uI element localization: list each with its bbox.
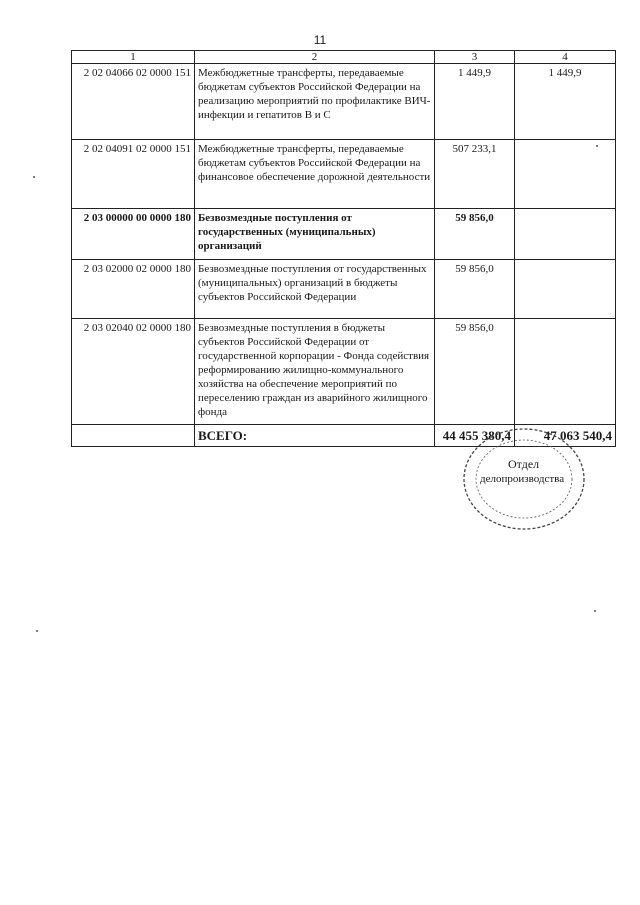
column-header-3: 3 [435, 51, 515, 64]
stamp-text-office: делопроизводства [480, 473, 565, 485]
budget-code-cell: 2 02 04091 02 0000 151 [72, 140, 195, 209]
table-row [72, 209, 616, 260]
amount-col3-cell: 1 449,9 [435, 64, 515, 140]
column-header-1: 1 [72, 51, 195, 64]
total-empty-cell [72, 425, 195, 447]
page-number: 11 [313, 33, 327, 47]
amount-col4-cell [515, 209, 616, 260]
scan-speck [36, 630, 38, 632]
column-header-2: 2 [195, 51, 435, 64]
table-row [72, 319, 616, 425]
description-cell: Безвозмездные поступления от государственных (муниципальных) организаций [195, 209, 435, 260]
description-cell: Безвозмездные поступления в бюджеты субъектов Российской Федерации от государственной корпорации - Фонда содействия реформированию жилищно-коммунального хозяйства на обеспечение мероприятий по переселению граждан из аварийного жилищного фонда [195, 319, 435, 425]
amount-col3-cell: 59 856,0 [435, 260, 515, 319]
amount-col3-cell: 59 856,0 [435, 209, 515, 260]
amount-col4-cell [515, 260, 616, 319]
scan-speck [596, 145, 598, 147]
amount-col4-cell [515, 319, 616, 425]
office-stamp [458, 425, 590, 535]
amount-col3-cell: 507 233,1 [435, 140, 515, 209]
scan-speck [594, 610, 596, 612]
budget-code-cell: 2 02 04066 02 0000 151 [72, 64, 195, 140]
budget-code-cell: 2 03 00000 00 0000 180 [72, 209, 195, 260]
stamp-text-department: Отдел [508, 457, 540, 471]
total-col3: 44 455 380,4 [435, 425, 515, 447]
description-cell: Межбюджетные трансферты, передаваемые бюджетам субъектов Российской Федерации на финансовое обеспечение дорожной деятельности [195, 140, 435, 209]
scan-speck [33, 176, 35, 178]
table-row [72, 140, 616, 209]
budget-code-cell: 2 03 02040 02 0000 180 [72, 319, 195, 425]
table-row [72, 64, 616, 140]
table-row [72, 260, 616, 319]
description-cell: Межбюджетные трансферты, передаваемые бюджетам субъектов Российской Федерации на реализацию мероприятий по профилактике ВИЧ-инфекции и гепатитов В и С [195, 64, 435, 140]
table-header-row [72, 51, 616, 64]
total-label: ВСЕГО: [195, 425, 435, 447]
budget-table [71, 50, 616, 447]
total-col4: 47 063 540,4 [515, 425, 616, 447]
description-cell: Безвозмездные поступления от государственных (муниципальных) организаций в бюджеты субъектов Российской Федерации [195, 260, 435, 319]
column-header-4: 4 [515, 51, 616, 64]
amount-col4-cell [515, 140, 616, 209]
budget-code-cell: 2 03 02000 02 0000 180 [72, 260, 195, 319]
amount-col4-cell: 1 449,9 [515, 64, 616, 140]
amount-col3-cell: 59 856,0 [435, 319, 515, 425]
